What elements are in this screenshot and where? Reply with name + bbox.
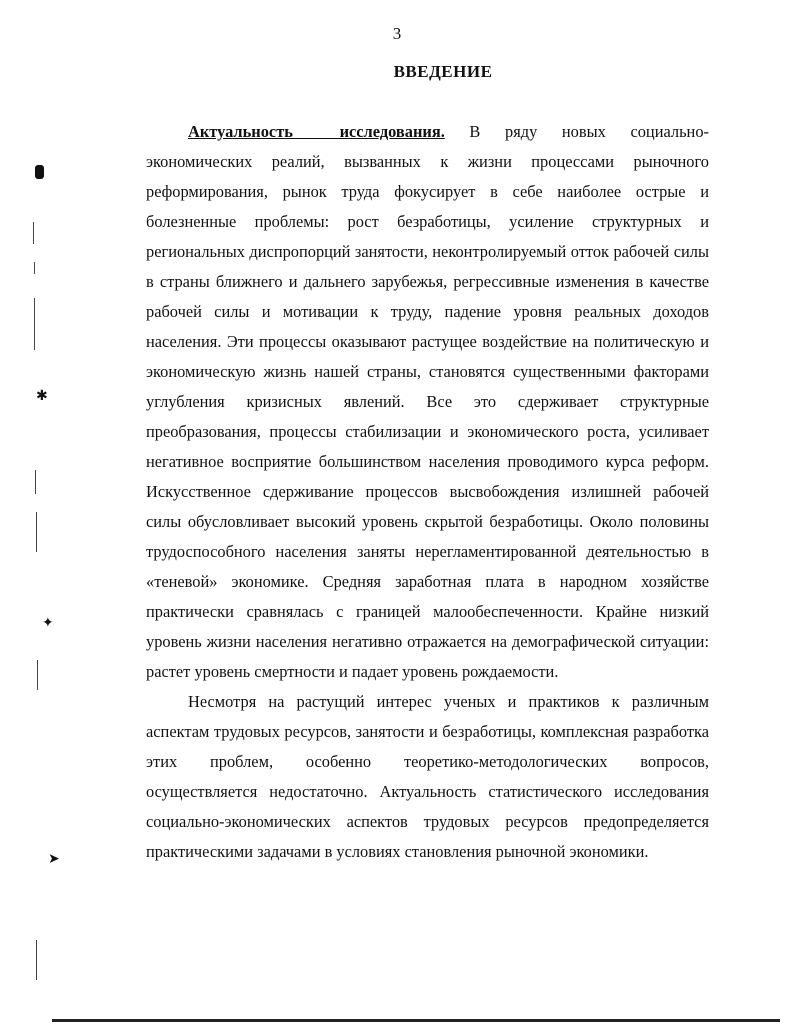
margin-line [34, 262, 35, 274]
margin-line [36, 940, 37, 980]
margin-line [36, 512, 37, 552]
lead-phrase: Актуальность исследования. [188, 122, 445, 141]
bottom-rule [52, 1019, 780, 1022]
margin-line [37, 660, 38, 690]
margin-blot [35, 165, 44, 179]
margin-blot: ➤ [48, 851, 60, 867]
margin-line [34, 298, 35, 350]
margin-line [35, 470, 36, 494]
page-number: 3 [392, 24, 402, 43]
margin-blot: ✦ [42, 615, 54, 631]
margin-blot: ✱ [36, 388, 48, 404]
paragraph-1-text: В ряду новых социально-экономических реалий, вызванных к жизни процессами рыночного реформирования, рынок труда фокусирует в себе наиболее острые и болезненные проблемы: рост безработицы, усиление структурных и региональных диспропорций занятости, неконтролируемый отток рабочей силы в страны ближнего и дальнего зарубежья, регрессивные изменения в качестве рабочей силы и мотивации к труду, падение уровня реальных доходов населения. Эти процессы оказывают растущее воздействие на политическую и экономическую жизнь нашей страны, становятся существенными факторами углубления кризисных явлений. Все это сдерживает структурные преобразования, процессы стабилизации и экономического роста, усиливает негативное восприятие большинством населения проводимого курса реформ. Искусственное сдерживание процессов высвобождения излишней рабочей силы обусловливает высокий уровень скрытой безработицы. Около половины трудоспособного населения заняты нерегламентированной деятельностью в «теневой» экономике. Средняя заработная плата в народном хозяйстве практически сравнялась с границей малообеспеченности. Крайне низкий уровень жизни населения негативно отражается на демографической ситуации: растет уровень смертности и падает уровень рождаемости. [146, 122, 709, 681]
paragraph-1 [146, 117, 709, 687]
margin-line [33, 222, 34, 244]
section-heading: ВВЕДЕНИЕ [393, 62, 493, 81]
paragraph-2: Несмотря на растущий интерес ученых и практиков к различным аспектам трудовых ресурсов, занятости и безработицы, комплексная разработка этих проблем, особенно теоретико-методологических вопросов, осуществляется недостаточно. Актуальность статистического исследования социально-экономических аспектов трудовых ресурсов предопределяется практическими задачами в условиях становления рыночной экономики. [146, 692, 709, 861]
body-text [146, 117, 709, 867]
